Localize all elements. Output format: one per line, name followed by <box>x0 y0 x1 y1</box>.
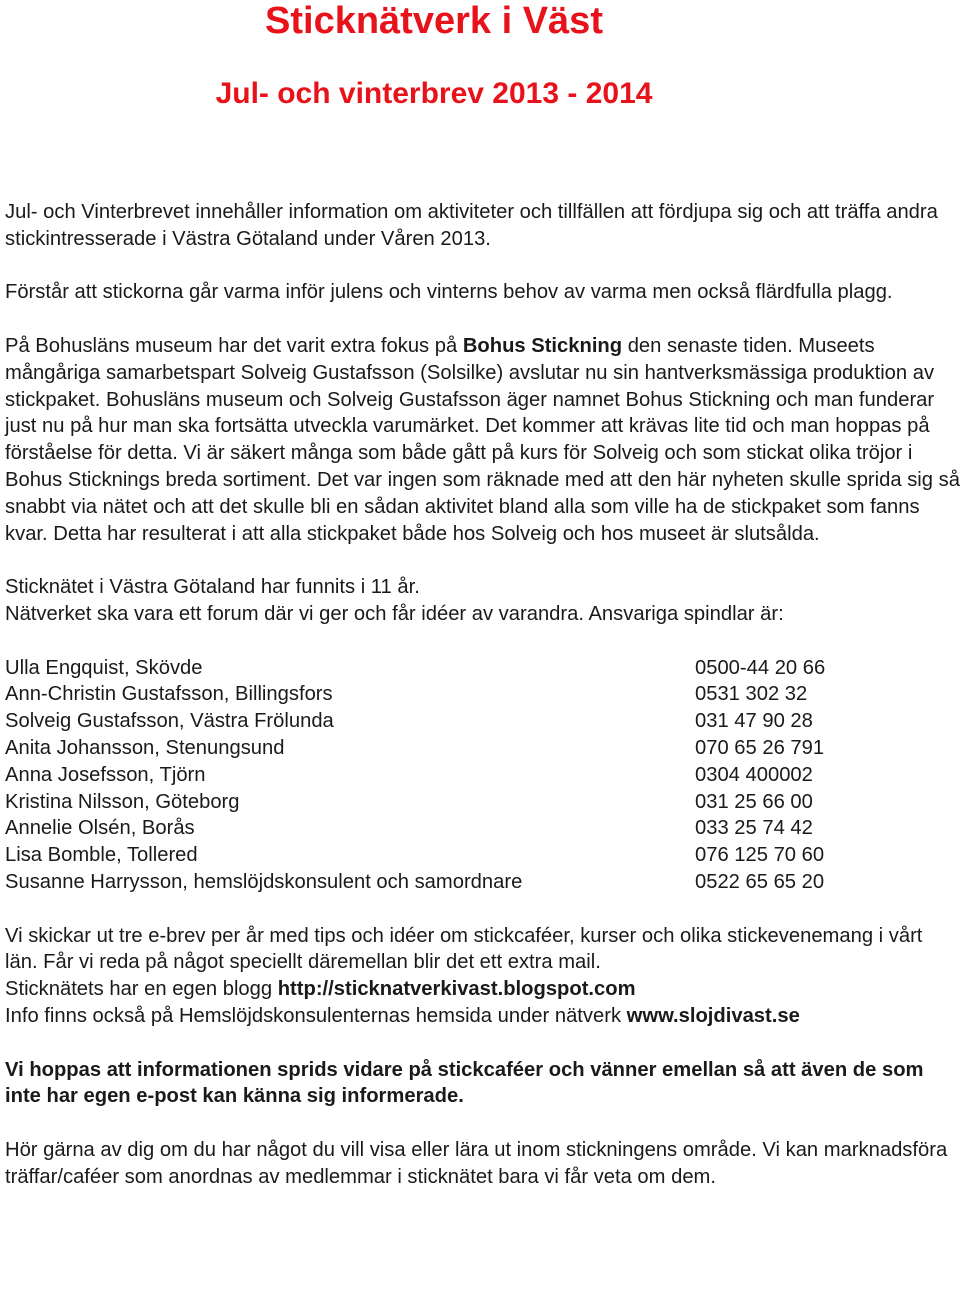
contact-us-paragraph: Hör gärna av dig om du har något du vill visa eller lära ut inom stickningens område. Vi kan marknadsföra träffar/caféer som anordnas av medlemmar i sticknätet bara vi får veta om dem. <box>5 1138 948 1188</box>
contact-phone: 0500-44 20 66 <box>695 656 826 679</box>
network-forum-line: Nätverket ska vara ett forum där vi ger och får idéer av varandra. Ansvariga spindlar är: <box>5 602 784 625</box>
contact-list <box>5 655 960 896</box>
museum-paragraph <box>5 333 960 547</box>
contact-phone: 076 125 70 60 <box>695 844 825 867</box>
contact-name: Kristina Nilsson, Göteborg <box>5 790 240 813</box>
contact-row <box>5 842 960 869</box>
contact-row <box>5 735 960 762</box>
contact-name: Annelie Olsén, Borås <box>5 817 195 840</box>
season-paragraph: Förstår att stickorna går varma inför julens och vinterns behov av varma men också flärdfulla plagg. <box>5 281 893 304</box>
contact-phone: 0522 65 65 20 <box>695 870 825 893</box>
contact-name: Anita Johansson, Stenungsund <box>5 736 285 759</box>
blog-label: Sticknätets har en egen blogg <box>5 978 278 1001</box>
ebrev-paragraph: Vi skickar ut tre e-brev per år med tips och idéer om stickcaféer, kurser och olika stickevenemang i vårt län. Får vi reda på något speciellt däremellan blir det ett extra mail. <box>5 924 923 974</box>
intro-paragraph: Jul- och Vinterbrevet innehåller information om aktiviteter och tillfällen att fördjupa sig och att träffa andra stickintresserade i Västra Götaland under Våren 2013. <box>5 201 938 250</box>
blog-line <box>5 976 960 1003</box>
blog-link[interactable]: http://sticknatverkivast.blogspot.com <box>277 978 636 1001</box>
network-age-line: Sticknätet i Västra Götaland har funnits i 11 år. <box>5 576 420 599</box>
contact-phone: 033 25 74 42 <box>695 817 813 840</box>
contact-name: Lisa Bomble, Tollered <box>5 844 198 867</box>
contact-name: Ann-Christin Gustafsson, Billingsfors <box>5 683 333 706</box>
letter-body <box>5 199 960 1190</box>
info-label: Info finns också på Hemslöjdskonsulenternas hemsida under nätverk <box>5 1004 627 1027</box>
spread-bold-text: Vi hoppas att informationen sprids vidare på stickcaféer och vänner emellan så att även de som inte har egen e-post kan känna sig informerade. <box>5 1058 924 1108</box>
contact-name: Anna Josefsson, Tjörn <box>5 763 206 786</box>
contact-row <box>5 815 960 842</box>
bohus-stickning-bold: Bohus Stickning <box>462 334 623 357</box>
museum-text-start: På Bohusläns museum har det varit extra fokus på <box>5 334 463 357</box>
contact-name: Solveig Gustafsson, Västra Frölunda <box>5 710 334 733</box>
contact-row <box>5 762 960 789</box>
spread-paragraph <box>5 1057 960 1111</box>
page-subtitle: Jul- och vinterbrev 2013 - 2014 <box>215 77 653 110</box>
contact-name: Susanne Harrysson, hemslöjdskonsulent och samordnare <box>5 870 523 893</box>
contact-row <box>5 681 960 708</box>
contact-row <box>5 789 960 816</box>
contact-name: Ulla Engquist, Skövde <box>5 656 203 679</box>
contact-row <box>5 869 960 896</box>
slojdivast-link[interactable]: www.slojdivast.se <box>626 1004 800 1027</box>
contact-phone: 0304 400002 <box>695 763 813 786</box>
contact-phone: 031 47 90 28 <box>695 710 813 733</box>
page-title: Sticknätverk i Väst <box>265 0 603 42</box>
museum-text-rest: den senaste tiden. Museets mångåriga samarbetspart Solveig Gustafsson (Solsilke) avslutar nu sin hantverksmässiga produktion av stickpaket. Bohusläns museum och Solveig Gustafsson äger namnet Bohus Stickning och man funderar just nu på hur man ska fortsätta utveckla varumärket. Det kommer att krävas lite tid och man hoppas på förståelse för detta. Vi är säkert många som både gått på kurs för Solveig och som stickat olika tröjor i Bohus Sticknings breda sortiment. Det var ingen som räknade med att den här nyheten skulle sprida sig så snabbt via nätet och att det skulle bli en sådan aktivitet bland alla som ville ha de stickpaket som fanns kvar. Detta har resulterat i att alla stickpaket både hos Solveig och hos museet är slutsålda. <box>5 334 960 545</box>
contact-phone: 070 65 26 791 <box>695 736 825 759</box>
contact-phone: 031 25 66 00 <box>695 790 813 813</box>
info-line <box>5 1003 960 1030</box>
contact-phone: 0531 302 32 <box>695 683 808 706</box>
contact-row <box>5 655 960 682</box>
contact-row <box>5 708 960 735</box>
